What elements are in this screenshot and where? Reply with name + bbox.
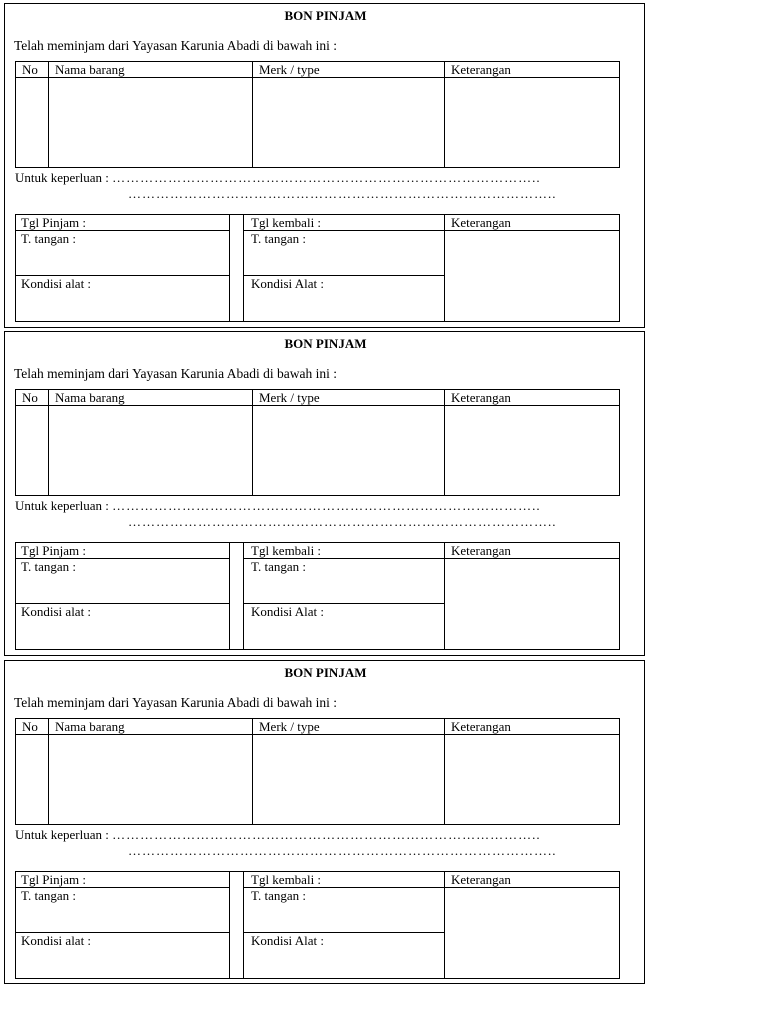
- col-nama-barang: Nama barang: [55, 390, 125, 405]
- kondisi-alat-label: Kondisi alat :: [21, 933, 92, 948]
- col-nama-barang: Nama barang: [55, 719, 125, 734]
- purpose-label: Untuk keperluan :: [15, 498, 109, 513]
- col-keterangan: Keterangan: [451, 390, 511, 405]
- col-nama-barang: Nama barang: [55, 62, 125, 77]
- kondisi-alat-label: Kondisi Alat :: [251, 933, 324, 948]
- tgl-kembali-label: Tgl kembali :: [251, 543, 322, 558]
- kondisi-alat-label: Kondisi Alat :: [251, 276, 324, 291]
- kondisi-alat-label: Kondisi alat :: [21, 276, 92, 291]
- purpose-label: Untuk keperluan :: [15, 827, 109, 842]
- kondisi-alat-label: Kondisi alat :: [21, 604, 92, 619]
- purpose-line: [15, 170, 541, 186]
- col-merk-type: Merk / type: [259, 390, 320, 405]
- kondisi-alat-label: Kondisi Alat :: [251, 604, 324, 619]
- keterangan-label: Keterangan: [451, 215, 511, 230]
- col-no: No: [22, 62, 38, 77]
- tgl-pinjam-label: Tgl Pinjam :: [21, 872, 86, 887]
- col-no: No: [22, 719, 38, 734]
- tanda-tangan-label: T. tangan :: [21, 888, 76, 903]
- col-keterangan: Keterangan: [451, 719, 511, 734]
- purpose-line: [15, 827, 541, 843]
- form-title: BON PINJAM: [284, 8, 367, 23]
- tgl-kembali-label: Tgl kembali :: [251, 215, 322, 230]
- purpose-dots-line2: ………………………………………………………………………………..: [128, 514, 557, 529]
- keterangan-label: Keterangan: [451, 543, 511, 558]
- tanda-tangan-label: T. tangan :: [251, 231, 306, 246]
- purpose-label: Untuk keperluan :: [15, 170, 109, 185]
- col-no: No: [22, 390, 38, 405]
- return-date-box: [229, 542, 620, 650]
- purpose-line: [15, 498, 541, 514]
- tgl-pinjam-label: Tgl Pinjam :: [21, 543, 86, 558]
- form-intro: Telah meminjam dari Yayasan Karunia Abadi di bawah ini :: [14, 366, 337, 381]
- loan-form: [4, 331, 645, 656]
- items-table: [15, 389, 620, 496]
- purpose-dots: ………………………………………………………………………………..: [112, 170, 541, 185]
- loan-form: [4, 3, 645, 328]
- col-keterangan: Keterangan: [451, 62, 511, 77]
- tgl-pinjam-label: Tgl Pinjam :: [21, 215, 86, 230]
- tanda-tangan-label: T. tangan :: [21, 231, 76, 246]
- items-table: [15, 718, 620, 825]
- loan-date-box: [15, 871, 230, 979]
- tanda-tangan-label: T. tangan :: [251, 559, 306, 574]
- purpose-dots: ………………………………………………………………………………..: [112, 827, 541, 842]
- form-intro: Telah meminjam dari Yayasan Karunia Abadi di bawah ini :: [14, 695, 337, 710]
- purpose-dots-line2: ………………………………………………………………………………..: [128, 186, 557, 201]
- loan-date-box: [15, 542, 230, 650]
- form-title: BON PINJAM: [284, 336, 367, 351]
- form-title: BON PINJAM: [284, 665, 367, 680]
- loan-date-box: [15, 214, 230, 322]
- items-table: [15, 61, 620, 168]
- loan-form: [4, 660, 645, 984]
- return-date-box: [229, 871, 620, 979]
- purpose-dots: ………………………………………………………………………………..: [112, 498, 541, 513]
- tgl-kembali-label: Tgl kembali :: [251, 872, 322, 887]
- return-date-box: [229, 214, 620, 322]
- tanda-tangan-label: T. tangan :: [21, 559, 76, 574]
- form-intro: Telah meminjam dari Yayasan Karunia Abadi di bawah ini :: [14, 38, 337, 53]
- purpose-dots-line2: ………………………………………………………………………………..: [128, 843, 557, 858]
- keterangan-label: Keterangan: [451, 872, 511, 887]
- col-merk-type: Merk / type: [259, 719, 320, 734]
- col-merk-type: Merk / type: [259, 62, 320, 77]
- tanda-tangan-label: T. tangan :: [251, 888, 306, 903]
